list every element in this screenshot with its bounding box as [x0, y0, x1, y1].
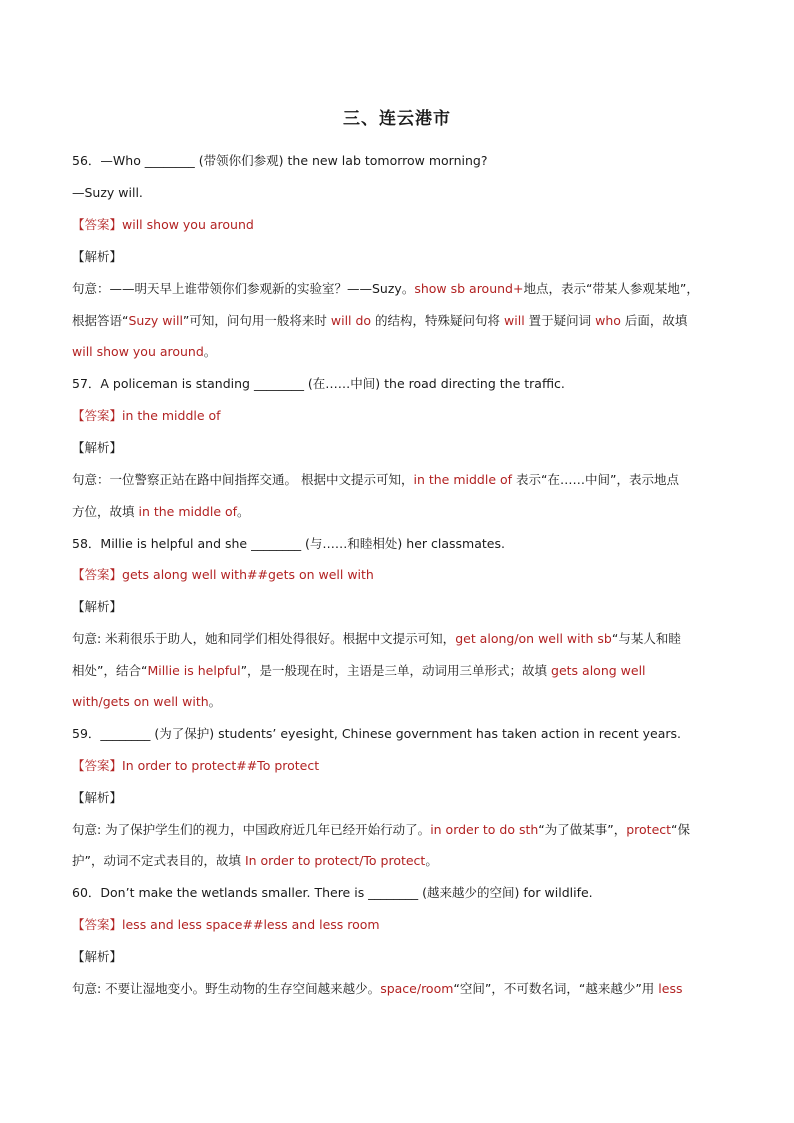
answer-60 [72, 916, 380, 934]
question-56-reply: —Suzy will. [72, 185, 143, 200]
explanation-56-line-1: 句意：——明天早上谁带领你们参观新的实验室？——Suzy。show sb around+地点，表示“带某人参观某地”， [72, 281, 699, 296]
explanation-58-line-2: 相处”，结合“Millie is helpful”，是一般现在时，主语是三单，动词用三单形式；故填 gets along well [72, 663, 646, 678]
answer-tag: 【答案】 [72, 758, 123, 773]
explanation-60-line-1: 句意: 不要让湿地变小。野生动物的生存空间越来越少。space/room“空间”，不可数名词，“越来越少”用 less [72, 981, 683, 996]
explanation-59-line-1: 句意: 为了保护学生们的视力，中国政府近几年已经开始行动了。in order to do sth“为了做某事”，protect“保 [72, 822, 691, 837]
explanation-57-line-2: 方位，故填 in the middle of。 [72, 504, 250, 519]
section-title: 三、连云港市 [343, 109, 451, 129]
answer-text: less and less space##less and less room [122, 917, 380, 932]
answer-57 [72, 407, 221, 425]
question-58: 58．Millie is helpful and she ________ (与……和睦相处) her classmates. [72, 536, 505, 551]
answer-59 [72, 757, 319, 775]
answer-tag: 【答案】 [72, 567, 123, 582]
analysis-tag-59: 【解析】 [72, 790, 123, 805]
explanation-56-line-2: 根据答语“Suzy will”可知，问句用一般将来时 will do 的结构，特殊疑问句将 will 置于疑问词 who 后面，故填 [72, 313, 688, 328]
answer-text: in the middle of [122, 408, 221, 423]
answer-tag: 【答案】 [72, 917, 123, 932]
explanation-57-line-1: 句意：一位警察正站在路中间指挥交通。 根据中文提示可知，in the middle of 表示“在……中间”，表示地点 [72, 472, 679, 487]
answer-tag: 【答案】 [72, 408, 123, 423]
question-59: 59．________ (为了保护) students’ eyesight, Chinese government has taken action in recent years. [72, 726, 682, 741]
answer-text: In order to protect##To protect [122, 758, 320, 773]
analysis-tag-60: 【解析】 [72, 949, 123, 964]
answer-text: will show you around [122, 217, 254, 232]
explanation-58-line-1: 句意: 米莉很乐于助人，她和同学们相处得很好。根据中文提示可知，get along/on well with sb“与某人和睦 [72, 631, 681, 646]
answer-58 [72, 566, 374, 584]
explanation-56-line-3: will show you around。 [72, 344, 217, 359]
analysis-tag-56: 【解析】 [72, 249, 123, 264]
answer-tag: 【答案】 [72, 217, 123, 232]
explanation-58-line-3: with/gets on well with。 [72, 694, 222, 709]
question-57: 57．A policeman is standing ________ (在……中间) the road directing the traffic. [72, 376, 565, 391]
answer-56 [72, 216, 254, 234]
analysis-tag-58: 【解析】 [72, 599, 123, 614]
question-56: 56．—Who ________ (带领你们参观) the new lab tomorrow morning? [72, 153, 488, 168]
explanation-59-line-2: 护”，动词不定式表目的，故填 In order to protect/To protect。 [72, 853, 438, 868]
question-60: 60．Don’t make the wetlands smaller. There is ________ (越来越少的空间) for wildlife. [72, 885, 593, 900]
analysis-tag-57: 【解析】 [72, 440, 123, 455]
answer-text: gets along well with##gets on well with [122, 567, 374, 582]
